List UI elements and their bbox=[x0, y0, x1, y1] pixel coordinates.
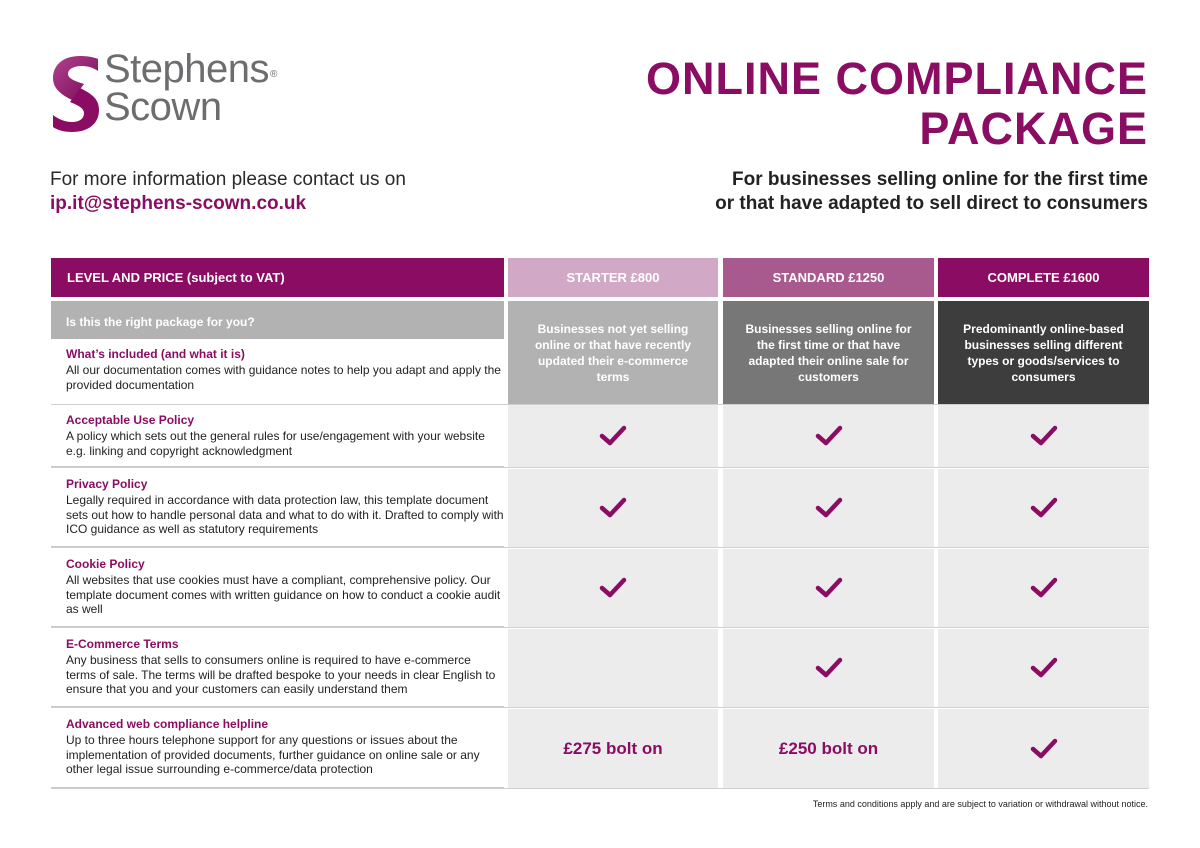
feature-complete-cell bbox=[938, 549, 1149, 627]
feature-starter-cell bbox=[508, 549, 718, 627]
page-subtitle-line2: or that have adapted to sell direct to consumers bbox=[715, 193, 1148, 214]
feature-starter-cell bbox=[508, 405, 718, 467]
feature-row-helpline bbox=[51, 709, 1149, 789]
feature-text bbox=[51, 549, 504, 627]
row-divider bbox=[51, 467, 1149, 468]
checkmark-icon bbox=[599, 497, 627, 519]
feature-title: Cookie Policy bbox=[66, 557, 145, 571]
row-divider bbox=[51, 627, 1149, 628]
brand-logo bbox=[50, 47, 290, 138]
feature-row-privacy-policy bbox=[51, 469, 1149, 548]
feature-title: Advanced web compliance helpline bbox=[66, 717, 269, 731]
feature-desc: Legally required in accordance with data protection law, this template document sets out how to handle personal data and what to do with it. Drafted to comply with ICO guidance as well as statutory requirements bbox=[66, 493, 504, 536]
feature-complete-cell bbox=[938, 469, 1149, 547]
header-starter: STARTER £800 bbox=[508, 258, 718, 297]
feature-title: Privacy Policy bbox=[66, 477, 148, 491]
feature-standard-cell bbox=[723, 709, 934, 788]
feature-text bbox=[51, 405, 504, 467]
header-standard: STANDARD £1250 bbox=[723, 258, 934, 297]
contact-email-link[interactable]: ip.it@stephens-scown.co.uk bbox=[50, 193, 307, 214]
feature-text bbox=[51, 709, 504, 788]
fit-question: Is this the right package for you? bbox=[51, 301, 504, 339]
included-desc: All our documentation comes with guidance notes to help you adapt and apply the provided documentation bbox=[66, 363, 501, 392]
fit-standard: Businesses selling online for the first time or that have adapted their online sale for customers bbox=[723, 301, 934, 404]
feature-standard-cell bbox=[723, 629, 934, 707]
feature-desc: A policy which sets out the general rules for use/engagement with your website e.g. linking and copyright acknowledgment bbox=[66, 429, 485, 458]
feature-desc: Up to three hours telephone support for any questions or issues about the implementation of provided documents, further guidance on online sale or any other legal issue surrounding e-commerce/data protection bbox=[66, 733, 480, 776]
feature-starter-cell bbox=[508, 469, 718, 547]
page-title bbox=[646, 54, 1148, 154]
feature-title: E-Commerce Terms bbox=[66, 637, 179, 651]
page-title-line1: ONLINE COMPLIANCE bbox=[645, 53, 1148, 104]
page-title-line2: PACKAGE bbox=[919, 103, 1148, 154]
feature-text bbox=[51, 469, 504, 547]
page-subtitle bbox=[715, 168, 1148, 216]
feature-title: Acceptable Use Policy bbox=[66, 413, 195, 427]
feature-desc: All websites that use cookies must have a compliant, comprehensive policy. Our template document comes with written guidance on how to conduct a cookie audit as well bbox=[66, 573, 501, 616]
header-level-price: LEVEL AND PRICE (subject to VAT) bbox=[51, 258, 504, 297]
fit-row bbox=[51, 301, 1149, 404]
included-block bbox=[51, 339, 504, 392]
feature-row-acceptable-use-policy bbox=[51, 405, 1149, 468]
feature-complete-cell bbox=[938, 709, 1149, 788]
checkmark-icon bbox=[1030, 497, 1058, 519]
checkmark-icon bbox=[1030, 657, 1058, 679]
brand-name-line1: Stephens bbox=[104, 47, 270, 91]
included-title: What’s included (and what it is) bbox=[66, 347, 245, 361]
bolt-on-price: £275 bolt on bbox=[563, 738, 663, 758]
checkmark-icon bbox=[815, 657, 843, 679]
footnote: Terms and conditions apply and are subject to variation or withdrawal without notice. bbox=[812, 799, 1148, 809]
feature-row-ecommerce-terms bbox=[51, 629, 1149, 708]
registered-mark: ® bbox=[270, 69, 277, 80]
contact-prompt: For more information please contact us on bbox=[50, 169, 406, 190]
feature-starter-cell bbox=[508, 629, 718, 707]
page-subtitle-line1: For businesses selling online for the first time bbox=[732, 169, 1148, 190]
feature-text bbox=[51, 629, 504, 707]
stephens-scown-logo-icon bbox=[50, 54, 102, 134]
fit-complete: Predominantly online-based businesses selling different types or goods/services to consumers bbox=[938, 301, 1149, 404]
fit-starter: Businesses not yet selling online or that have recently updated their e-commerce terms bbox=[508, 301, 718, 404]
feature-standard-cell bbox=[723, 469, 934, 547]
checkmark-icon bbox=[599, 577, 627, 599]
feature-standard-cell bbox=[723, 405, 934, 467]
table-header-row bbox=[51, 258, 1149, 297]
feature-complete-cell bbox=[938, 629, 1149, 707]
checkmark-icon bbox=[1030, 577, 1058, 599]
row-divider bbox=[51, 547, 1149, 548]
brand-name bbox=[104, 47, 277, 129]
row-divider bbox=[51, 788, 1149, 789]
checkmark-icon bbox=[815, 497, 843, 519]
bolt-on-price: £250 bolt on bbox=[778, 738, 879, 758]
feature-row-cookie-policy bbox=[51, 549, 1149, 628]
checkmark-icon bbox=[815, 425, 843, 447]
feature-complete-cell bbox=[938, 405, 1149, 467]
row-divider bbox=[51, 707, 1149, 708]
header-complete: COMPLETE £1600 bbox=[938, 258, 1149, 297]
checkmark-icon bbox=[1030, 425, 1058, 447]
feature-starter-cell bbox=[508, 709, 718, 788]
checkmark-icon bbox=[599, 425, 627, 447]
feature-desc: Any business that sells to consumers online is required to have e-commerce terms of sale. The terms will be drafted bespoke to your needs in clear English to ensure that you and your customers can easily understand them bbox=[66, 653, 496, 696]
checkmark-icon bbox=[815, 577, 843, 599]
checkmark-icon bbox=[1030, 738, 1058, 760]
brand-name-line2: Scown bbox=[104, 85, 222, 129]
contact-block bbox=[50, 168, 406, 216]
feature-standard-cell bbox=[723, 549, 934, 627]
